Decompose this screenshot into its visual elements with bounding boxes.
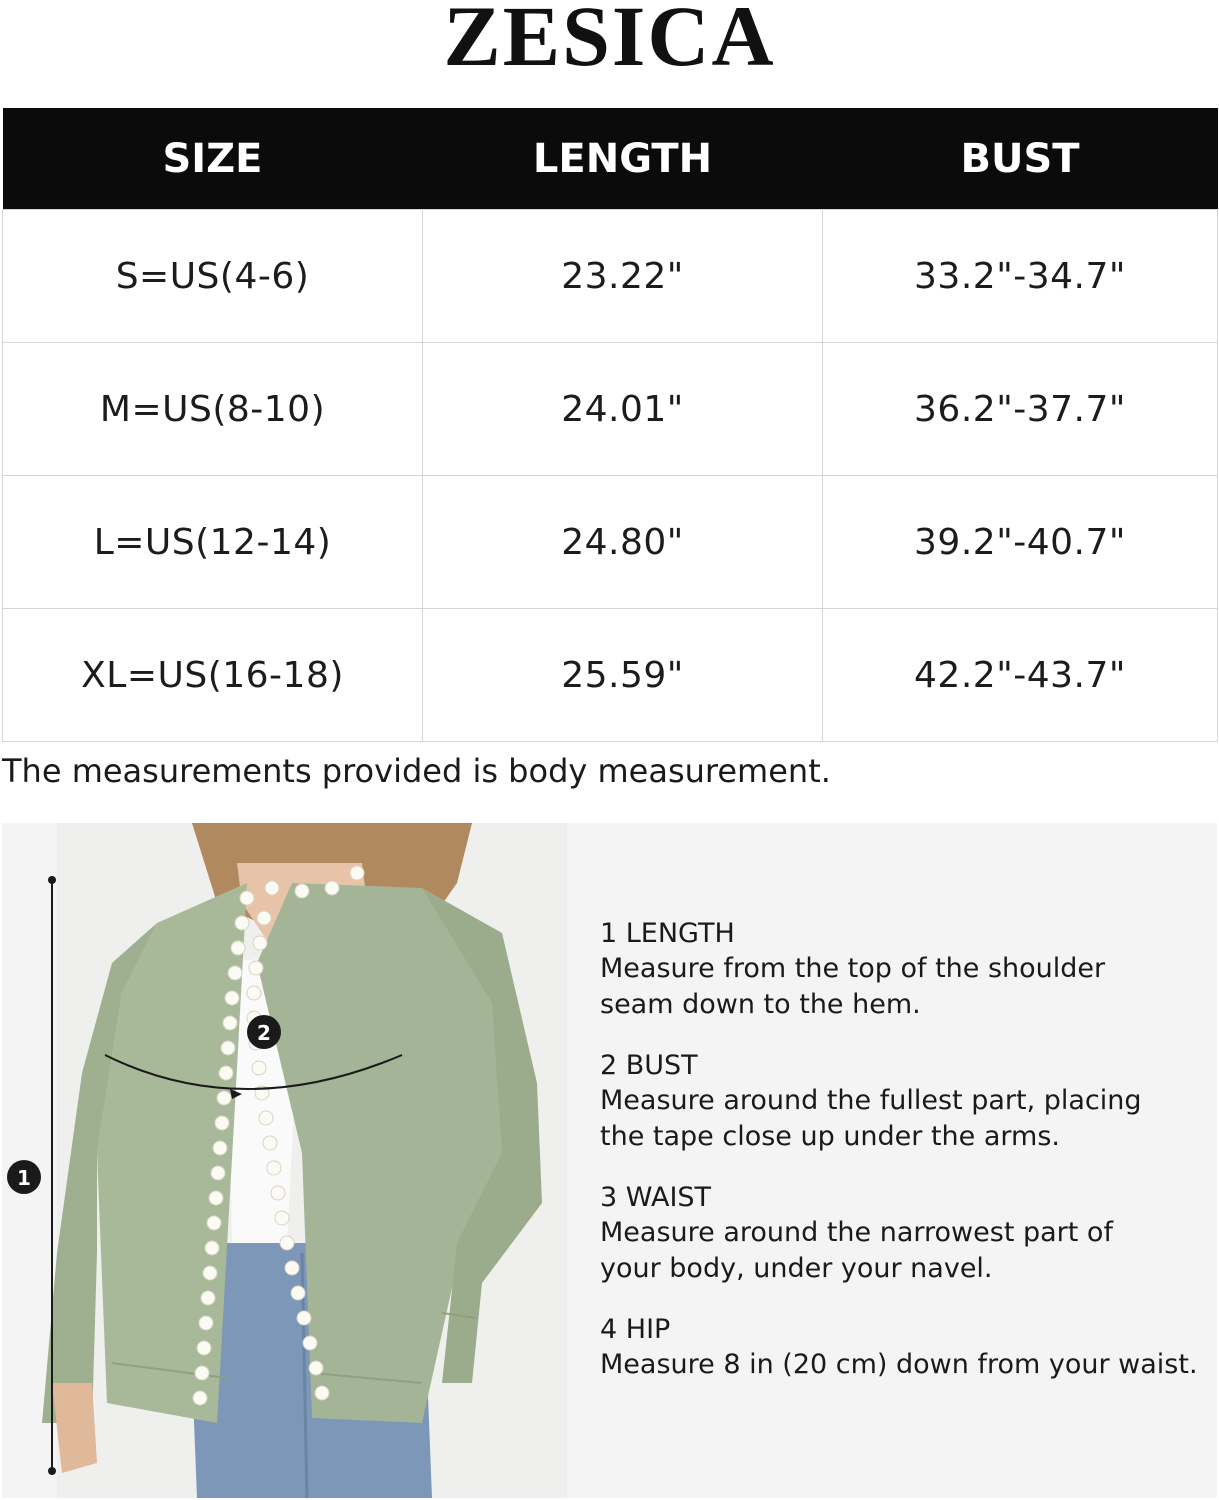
length-cell: 25.59" [423,609,823,742]
size-chart-table [2,108,1218,742]
instruction-text: Measure around the fullest part, placing [600,1085,1142,1116]
instruction-text: Measure 8 in (20 cm) down from your waist. [600,1349,1198,1380]
instruction-heading: 1 LENGTH [600,918,735,949]
size-cell: XL=US(16-18) [3,609,423,742]
instruction-heading: 4 HIP [600,1314,671,1345]
instruction-length [600,917,1210,1023]
measuring-guide [2,823,1217,1498]
instruction-text: the tape close up under the arms. [600,1121,1060,1152]
table-row [3,343,1218,476]
size-cell: S=US(4-6) [3,210,423,343]
brand-logo: ZESICA [443,0,776,84]
measurement-note: The measurements provided is body measurement. [2,752,831,790]
instruction-heading: 2 BUST [600,1050,698,1081]
instruction-text: Measure around the narrowest part of [600,1217,1113,1248]
length-cell: 24.80" [423,476,823,609]
instruction-hip [600,1313,1210,1383]
marker-1: 1 [17,1166,31,1190]
bust-cell: 39.2"-40.7" [823,476,1218,609]
table-row [3,609,1218,742]
table-header-row [3,108,1218,210]
length-cell: 24.01" [423,343,823,476]
marker-2: 2 [257,1021,271,1045]
header-bust: BUST [823,108,1218,210]
table-row [3,476,1218,609]
instruction-waist [600,1181,1210,1287]
bust-cell: 36.2"-37.7" [823,343,1218,476]
instruction-heading: 3 WAIST [600,1182,712,1213]
instruction-text: seam down to the hem. [600,989,921,1020]
header-length: LENGTH [423,108,823,210]
bust-cell: 33.2"-34.7" [823,210,1218,343]
measurement-instructions [600,917,1210,1409]
bust-cell: 42.2"-43.7" [823,609,1218,742]
header-size: SIZE [3,108,423,210]
size-cell: M=US(8-10) [3,343,423,476]
table-row [3,210,1218,343]
cardigan-model-illustration [2,823,592,1498]
instruction-bust [600,1049,1210,1155]
instruction-text: your body, under your navel. [600,1253,993,1284]
size-cell: L=US(12-14) [3,476,423,609]
instruction-text: Measure from the top of the shoulder [600,953,1106,984]
length-cell: 23.22" [423,210,823,343]
